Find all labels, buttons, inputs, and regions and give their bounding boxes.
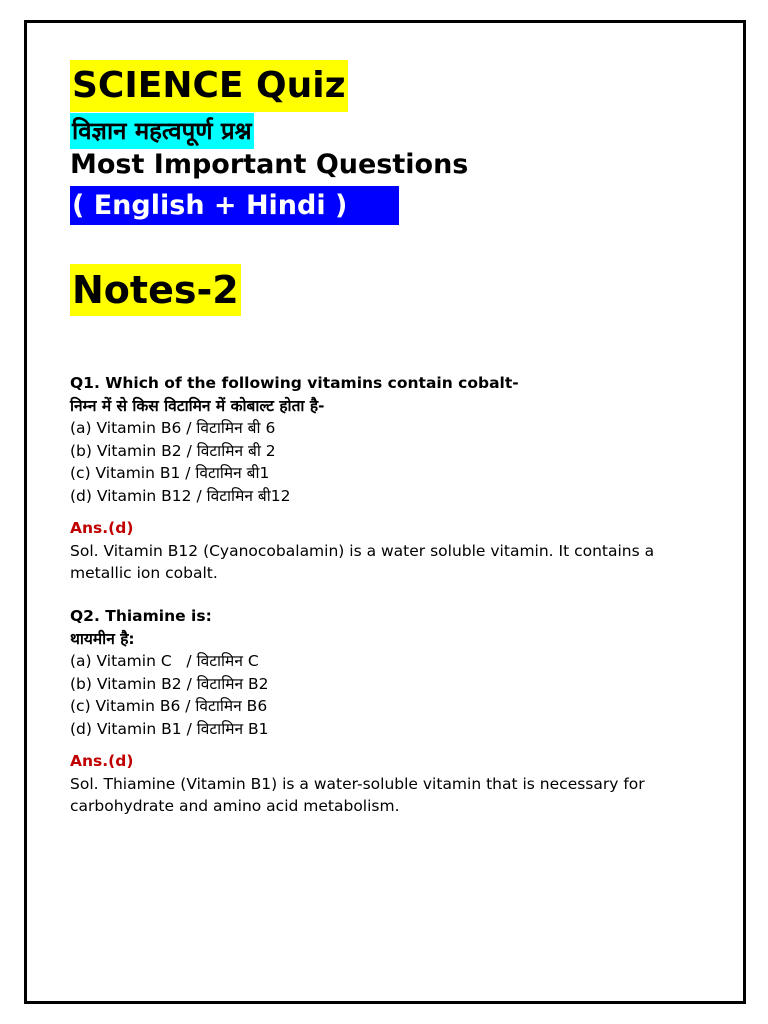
option-a: (a) Vitamin B6 / विटामिन बी 6 [70,419,276,437]
question-english: Q2. Thiamine is: [70,607,212,625]
quiz-title: SCIENCE Quiz [70,60,348,112]
question-block-1 [70,372,720,585]
solution-text: Sol. Vitamin B12 (Cyanocobalamin) is a water soluble vitamin. It contains a metallic ion cobalt. [70,541,655,582]
question-english: Q1. Which of the following vitamins contain cobalt- [70,374,519,392]
option-c: (c) Vitamin B6 / विटामिन B6 [70,697,268,715]
answer-label: Ans.(d) [70,519,134,537]
language-badge: ( English + Hindi ) [70,186,399,225]
question-hindi: निम्न में से किस विटामिन में कोबाल्ट होता है- [70,396,325,415]
option-d: (d) Vitamin B12 / विटामिन बी12 [70,486,291,505]
notes-label: Notes-2 [70,264,241,316]
option-c: (c) Vitamin B1 / विटामिन बी1 [70,464,270,482]
solution-text: Sol. Thiamine (Vitamin B1) is a water-soluble vitamin that is necessary for carbohydrate and amino acid metabolism. [70,774,645,815]
option-b: (b) Vitamin B2 / विटामिन बी 2 [70,441,276,460]
option-b: (b) Vitamin B2 / विटामिन B2 [70,674,269,693]
english-subtitle: Most Important Questions [70,149,469,180]
answer-label: Ans.(d) [70,752,134,770]
option-a: (a) Vitamin C / विटामिन C [70,652,259,670]
question-block-2 [70,605,720,818]
option-d: (d) Vitamin B1 / विटामिन B1 [70,719,269,738]
hindi-subtitle: विज्ञान महत्वपूर्ण प्रश्न [70,113,254,149]
question-hindi: थायमीन है: [70,629,135,648]
